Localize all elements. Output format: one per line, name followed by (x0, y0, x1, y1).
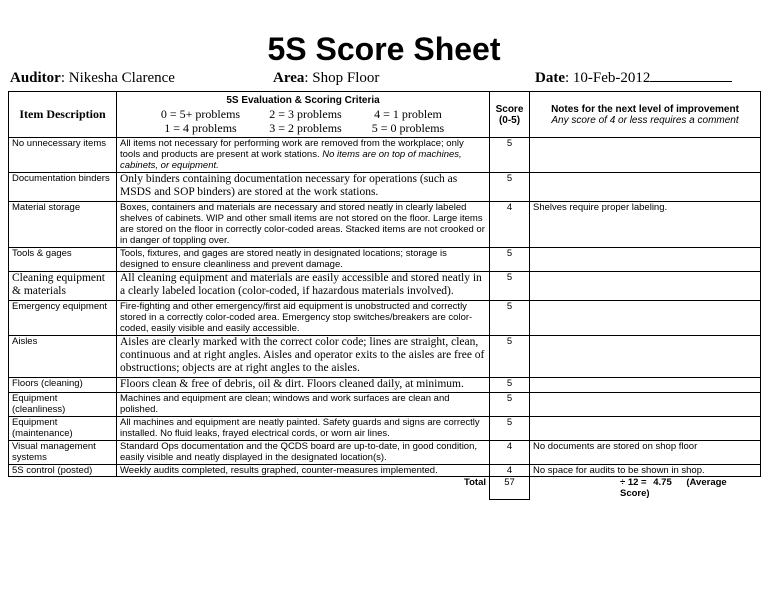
table-row (9, 248, 761, 272)
criteria-title: 5S Evaluation & Scoring Criteria (226, 94, 380, 106)
row-item: Tools & gages (9, 248, 117, 272)
scale-item: 1 = 4 problems (164, 120, 237, 135)
row-criteria: Standard Ops documentation and the QCDS board are up-to-date, in good condition, easily visible and neatly displayed in the designated location(s). (117, 441, 490, 465)
date-field (535, 68, 732, 88)
table-row (9, 441, 761, 465)
scale-item: 2 = 3 problems (269, 106, 342, 121)
row-score: 5 (490, 248, 530, 272)
row-notes (530, 248, 761, 272)
area-field (273, 68, 379, 88)
notes-header-subtitle: Any score of 4 or less requires a comment (551, 114, 739, 126)
row-criteria: Weekly audits completed, results graphed, counter-measures implemented. (117, 465, 490, 477)
row-item: Equipment (cleanliness) (9, 393, 117, 417)
auditor-field (10, 68, 175, 88)
row-notes: No space for audits to be shown in shop. (530, 465, 761, 477)
area-label: Area (273, 70, 305, 86)
row-score: 5 (490, 378, 530, 393)
row-criteria: Floors clean & free of debris, oil & dirt. Floors cleaned daily, at minimum. (117, 378, 490, 393)
row-criteria: Aisles are clearly marked with the correct color code; lines are straight, clean, continuous and at right angles. Aisles and operator exits to the aisles are free of obstructions; objects are at right angles to the aisles. (117, 336, 490, 378)
row-criteria (117, 138, 490, 173)
row-notes (530, 138, 761, 173)
row-notes (530, 173, 761, 202)
row-score: 5 (490, 272, 530, 301)
criteria-italic-text: No items are on top of machines, cabinets, or equipment. (120, 149, 462, 171)
row-item: Visual management systems (9, 441, 117, 465)
row-item: No unnecessary items (9, 138, 117, 173)
table-row (9, 173, 761, 202)
row-score: 5 (490, 417, 530, 441)
page-title: 5S Score Sheet (267, 31, 501, 67)
table-row (9, 378, 761, 393)
auditor-label: Auditor (10, 70, 61, 86)
criteria-header (117, 92, 490, 138)
row-criteria: All machines and equipment are neatly painted. Safety guards and signs are correctly installed. No fluid leaks, frayed electrical cords, or worn air lines. (117, 417, 490, 441)
auditor-value: : Nikesha Clarence (60, 70, 175, 86)
row-item: Equipment (maintenance) (9, 417, 117, 441)
average-label: (Average Score) (620, 477, 727, 499)
total-row (9, 477, 761, 500)
row-item: Cleaning equipment & materials (9, 272, 117, 301)
row-item: Material storage (9, 202, 117, 248)
row-score: 5 (490, 393, 530, 417)
row-criteria: Machines and equipment are clean; windows and work surfaces are clean and polished. (117, 393, 490, 417)
criteria-scale (120, 107, 486, 135)
total-label: Total (464, 477, 486, 488)
row-item: Aisles (9, 336, 117, 378)
table-row (9, 272, 761, 301)
table-row (9, 336, 761, 378)
row-item: Floors (cleaning) (9, 378, 117, 393)
score-table (8, 91, 761, 500)
row-criteria: Fire-fighting and other emergency/first aid equipment is unobstructed and correctly stored in a correctly color-coded area. Emergency stop switches/breakers are color-coded, easily visible and easily accessible. (117, 301, 490, 336)
date-value: : 10-Feb-2012 (565, 70, 651, 86)
row-notes: No documents are stored on shop floor (530, 441, 761, 465)
row-item: 5S control (posted) (9, 465, 117, 477)
row-notes (530, 301, 761, 336)
row-score: 5 (490, 301, 530, 336)
row-notes (530, 393, 761, 417)
row-notes (530, 378, 761, 393)
table-row (9, 301, 761, 336)
row-item: Emergency equipment (9, 301, 117, 336)
table-row (9, 417, 761, 441)
date-underline (650, 69, 732, 82)
notes-header (530, 92, 761, 138)
row-notes (530, 272, 761, 301)
row-score: 4 (490, 441, 530, 465)
criteria-text: All items not necessary for performing work are removed from the workplace; only tools and products are present at work stations. (120, 138, 464, 160)
row-criteria: Only binders containing documentation necessary for operations (such as MSDS and SOP binders) are stored at the work stations. (117, 173, 490, 202)
row-score: 4 (490, 465, 530, 477)
row-score: 5 (490, 336, 530, 378)
table-row (9, 202, 761, 248)
row-score: 5 (490, 173, 530, 202)
row-notes (530, 417, 761, 441)
table-row (9, 393, 761, 417)
row-item: Documentation binders (9, 173, 117, 202)
table-row (9, 138, 761, 173)
notes-header-title: Notes for the next level of improvement (551, 103, 739, 115)
score-header: Score (0-5) (490, 92, 530, 138)
row-score: 4 (490, 202, 530, 248)
scale-item: 0 = 5+ problems (160, 106, 241, 121)
row-criteria: All cleaning equipment and materials are easily accessible and stored neatly in a clearly labeled location (color-coded, if hazardous materials involved). (117, 272, 490, 301)
area-value: : Shop Floor (304, 70, 380, 86)
average-value: 4.75 (653, 477, 672, 488)
scale-item: 3 = 2 problems (269, 120, 342, 135)
row-criteria: Tools, fixtures, and gages are stored neatly in designated locations; storage is designed to ensure cleanliness and prevent damage. (117, 248, 490, 272)
total-value: 57 (490, 477, 530, 500)
scale-item: 4 = 1 problem (374, 106, 442, 121)
row-score: 5 (490, 138, 530, 173)
table-header-row (9, 92, 761, 138)
table-row (9, 465, 761, 477)
scale-item: 5 = 0 problems (371, 120, 445, 135)
item-description-header: Item Description (9, 92, 117, 138)
average-score (530, 477, 761, 500)
total-spacer (9, 477, 117, 500)
row-notes (530, 336, 761, 378)
row-notes: Shelves require proper labeling. (530, 202, 761, 248)
average-divisor: ÷ 12 = (620, 477, 647, 488)
date-label: Date (535, 70, 565, 86)
row-criteria: Boxes, containers and materials are necessary and stored neatly in clearly labeled shelves of cabinets. WIP and other small items are not stored on the floor. Large items are stored on the floor in correctly color-coded areas. Stacked items are not crooked or in danger of toppling over. (117, 202, 490, 248)
